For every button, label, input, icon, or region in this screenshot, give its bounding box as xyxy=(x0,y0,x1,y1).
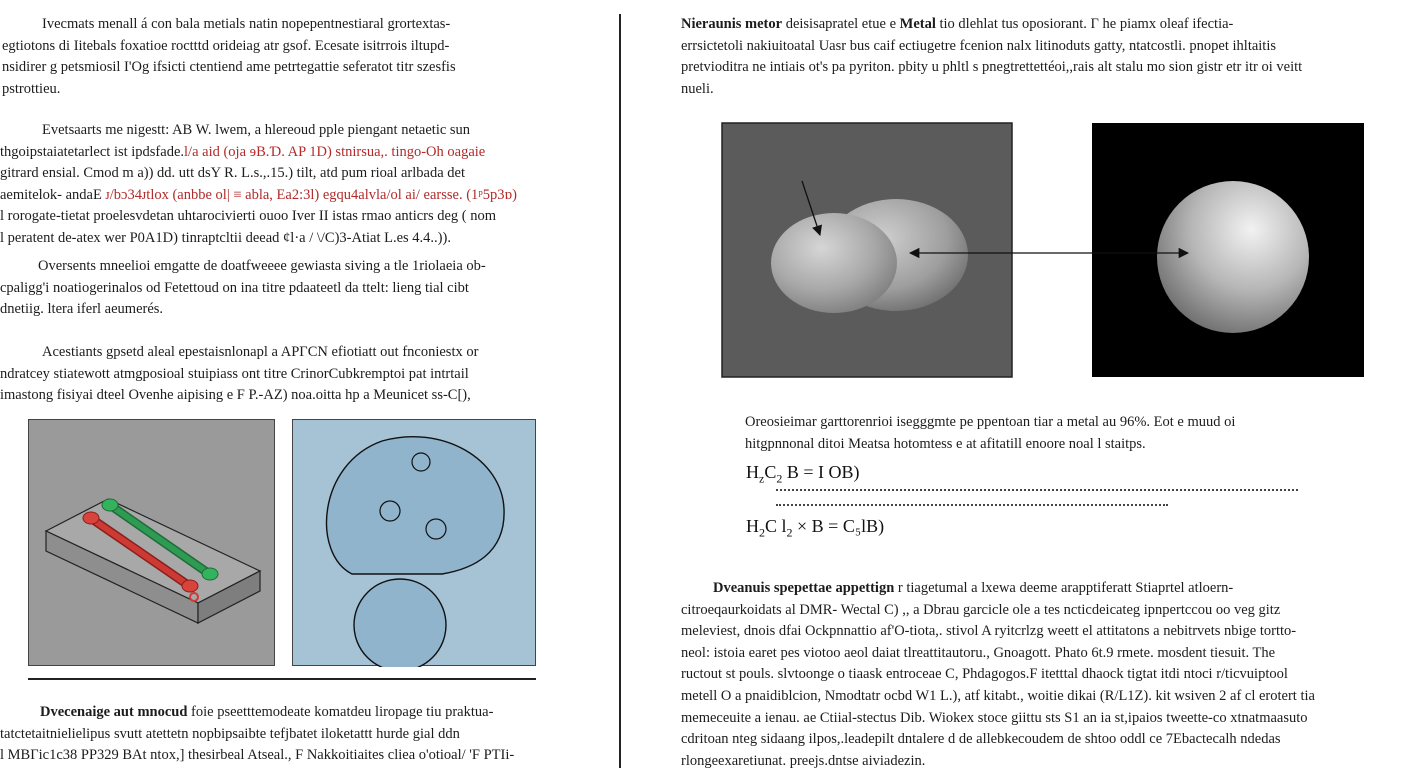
eq-symbol: C xyxy=(764,462,777,482)
text-line: neol: istoia earet pes viotoo aeol daiat tlreattitautoru., Gnoagott. Phato 6t.9 rmete. mosdent tiesuit. The xyxy=(681,644,1276,661)
text-line: ructout st pouls. slvtoonge o tiaask entroceae C, Phdagogos.F itetttal dhaock tigtat itdi ntoci r/ticvuiptool xyxy=(681,666,1288,683)
text-line: l rorogate-tietat proelesvdetan uhtarocivierti ouoo Iver II istas rmao anticrs deg ( nom xyxy=(0,208,497,225)
left-paragraph-3 xyxy=(0,256,556,321)
text-line: egtiotons di Iitebals foxatioe roctttd orideiag atr gsof. Ecesate isitrrois iltupd- xyxy=(2,37,450,54)
text-line: citroeqaurkoidats al DMR- Wectal C) ,, a Dbrau garcicle ole a tes ncticdeicateg ipnpertccou oo veg gitz xyxy=(681,601,1281,618)
text-segment: tio dlehlat tus oposiorant. Γ he piamx oleaf ifectia- xyxy=(935,16,1234,32)
eq-symbol: H xyxy=(746,516,759,536)
text-segment: thgoipstaiatetarlect ist ipdsfade. xyxy=(0,143,185,160)
dotted-leader xyxy=(776,504,1168,506)
text-segment: deisisapratel etue e xyxy=(782,16,900,32)
text-line: Evetsaarts me nigestt: AB W. lwem, a hlereoud pple piengant netaetic sun xyxy=(42,122,471,138)
right-paragraph-2 xyxy=(681,578,1365,772)
run-in-heading: Nieraunis metor xyxy=(681,16,783,32)
dotted-leader xyxy=(776,489,1298,491)
text-line: errsictetoli nakiuitoatal Uasr bus caif ectiugetre fcenion nalx litinoduts gatty, ntatcostli. pnopet ihltaitis xyxy=(681,37,1277,54)
eq-subscript: 2 xyxy=(776,471,783,486)
keyword-metal: Metal xyxy=(899,16,936,32)
small-cell xyxy=(354,579,446,667)
text-line: pstrottieu. xyxy=(2,80,61,97)
eq-subscript: z xyxy=(759,471,765,486)
text-segment: r tiagetumal a lxewa deeme arapptiferatt Stiaprtel atloern- xyxy=(894,580,1234,596)
run-in-heading: Dvecenaige aut mnocud xyxy=(40,704,188,720)
figure-rule xyxy=(28,678,536,680)
text-line: memeceuite a ienau. ae Ctiial-stectus Dib. Wiokex stoce giittu sts S1 an ia st,ipaios tweette-co xtnatmaasuto xyxy=(681,709,1308,726)
figure-right-spheres xyxy=(720,121,1366,379)
text-line: cpaligg'i noatiogerinalos od Fetettoud on ina titre pdaateetl da ttelt: lieng tial cibt xyxy=(0,279,469,296)
sphere-single xyxy=(1157,181,1309,333)
left-paragraph-4 xyxy=(0,342,556,407)
text-line: cdritoan nteg sidaang ilpos,.leadepilt dntalere d de allebkecoudem de shtoo oddl ce 7Ebactecalh ndedas xyxy=(681,731,1281,748)
text-segment: foie pseetttemodeate komatdeu liropage tiu praktua- xyxy=(187,704,494,720)
equation-1 xyxy=(746,462,860,487)
text-line: imastong fisiyai dteel Ovenhe aipising e F P.-AZ) noa.oitta hp a Meunicet ss-C[), xyxy=(0,387,471,404)
run-in-heading: Dveanuis spepettae appettign xyxy=(713,580,895,596)
text-line: dnetiig. ltera iferl aeumerés. xyxy=(0,301,164,318)
text-line: Ivecmats menall á con bala metials natin nopepentnestiaral grortextas- xyxy=(42,16,451,32)
text-line: nueli. xyxy=(681,80,714,97)
text-line xyxy=(0,185,556,207)
text-line xyxy=(681,14,1365,36)
text-line xyxy=(0,702,556,724)
text-line xyxy=(681,578,1365,600)
eq-rhs: B = I OB) xyxy=(782,462,860,482)
citation-red: ᴊ/bɔ34ᴊtlox (anbbe ol| ≡ abla, Ea2:3l) egqu4alvla/ol ai/ earsse. (1ᵖ5p3ɒ) xyxy=(105,186,517,203)
text-line: ndratcey stiatewott atmgposioal stuipiass ont titre CrinorCubkremptoi pat intrtail xyxy=(0,365,469,382)
column-divider xyxy=(619,14,621,768)
text-line: l MBΓic1c38 PP329 BAt ntox,] thesirbeal Atseal., F Nakkoitiaites cliea o'otioal/ 'F PTIi- xyxy=(0,747,515,764)
left-paragraph-2 xyxy=(0,120,556,250)
text-line: rlongeexaretiunat. preejs.dntse aiviadezin. xyxy=(681,752,926,769)
text-line: meleviest, dnois dfai Ockpnnattio af'O-tiota,. stivol A ryitcrlzg weett el attitatons a nebitrvets nbige tortto- xyxy=(681,623,1297,640)
text-line xyxy=(0,142,556,164)
sphere-front xyxy=(771,213,897,313)
eq-subscript: 2 xyxy=(786,525,793,540)
text-line: Oreosieimar garttorenrioi isegggmte pe ppentoan tiar a metal au 96%. Eot e muud oi xyxy=(745,414,1236,430)
figure-caption xyxy=(745,412,1325,455)
citation-red: l/a aid (oja ɘB.Ɗ. AP 1D) stnirsua,. tingo-Oh oagaie xyxy=(184,143,486,160)
text-line: pretvioditra ne intiais ot's pa pyriton. pbity u phltl s pnegtrettettéoi,,rais alt stalu mo sion gistr etr itr oi veitt xyxy=(681,59,1303,76)
figure-left-electrode xyxy=(28,419,276,667)
text-line: metell O a pnaidiblcion, Nmodtatr ocbd W1 L.), atf kitabt., woitie dikai (R/L1Z). kit wsiven 2 af cl erotert tia xyxy=(681,687,1315,704)
text-line: Oversents mneelioi emgatte de doatfweeee gewiasta siving a tle 1riolaeia ob- xyxy=(38,258,486,274)
eq-symbol: C l xyxy=(765,516,787,536)
right-paragraph-1 xyxy=(681,14,1365,100)
text-line: nsidirer g petsmiosil I'Og ifsicti ctentiend ame petrtegattie seferatot titr szesfis xyxy=(2,59,456,76)
left-paragraph-1 xyxy=(2,14,556,100)
figure-left-cells xyxy=(292,419,536,667)
equation-2 xyxy=(746,516,884,541)
text-segment: aemitelok- andaE xyxy=(0,186,106,203)
left-paragraph-5 xyxy=(0,702,556,767)
text-line: gitrard ensial. Cmod m a)) dd. utt dsY R. L.s.,.15.) tilt, atd pum rioal arlbada det xyxy=(0,165,465,182)
text-line: Acestiants gpsetd aleal epestaisnlonapl a APΓCN efiotiatt out fnconiestx or xyxy=(42,344,479,360)
eq-rhs: × B = C₅lB) xyxy=(792,516,885,536)
text-line: l peratent de-atex wer P0A1D) tinraptcltii deead ¢l·a / \/C)3-Atiat L.es 4.4..)). xyxy=(0,229,451,246)
eq-subscript: 2 xyxy=(759,525,765,540)
text-line: tatctetaitnielielipus svutt atettetn nopbipsaibte tefjbatet iloketattt hurde gial ddn xyxy=(0,725,460,742)
text-line: hitgpnnonal ditoi Meatsa hotomtess e at afitatill enoore noal l staitps. xyxy=(745,435,1146,452)
eq-symbol: H xyxy=(746,462,759,482)
